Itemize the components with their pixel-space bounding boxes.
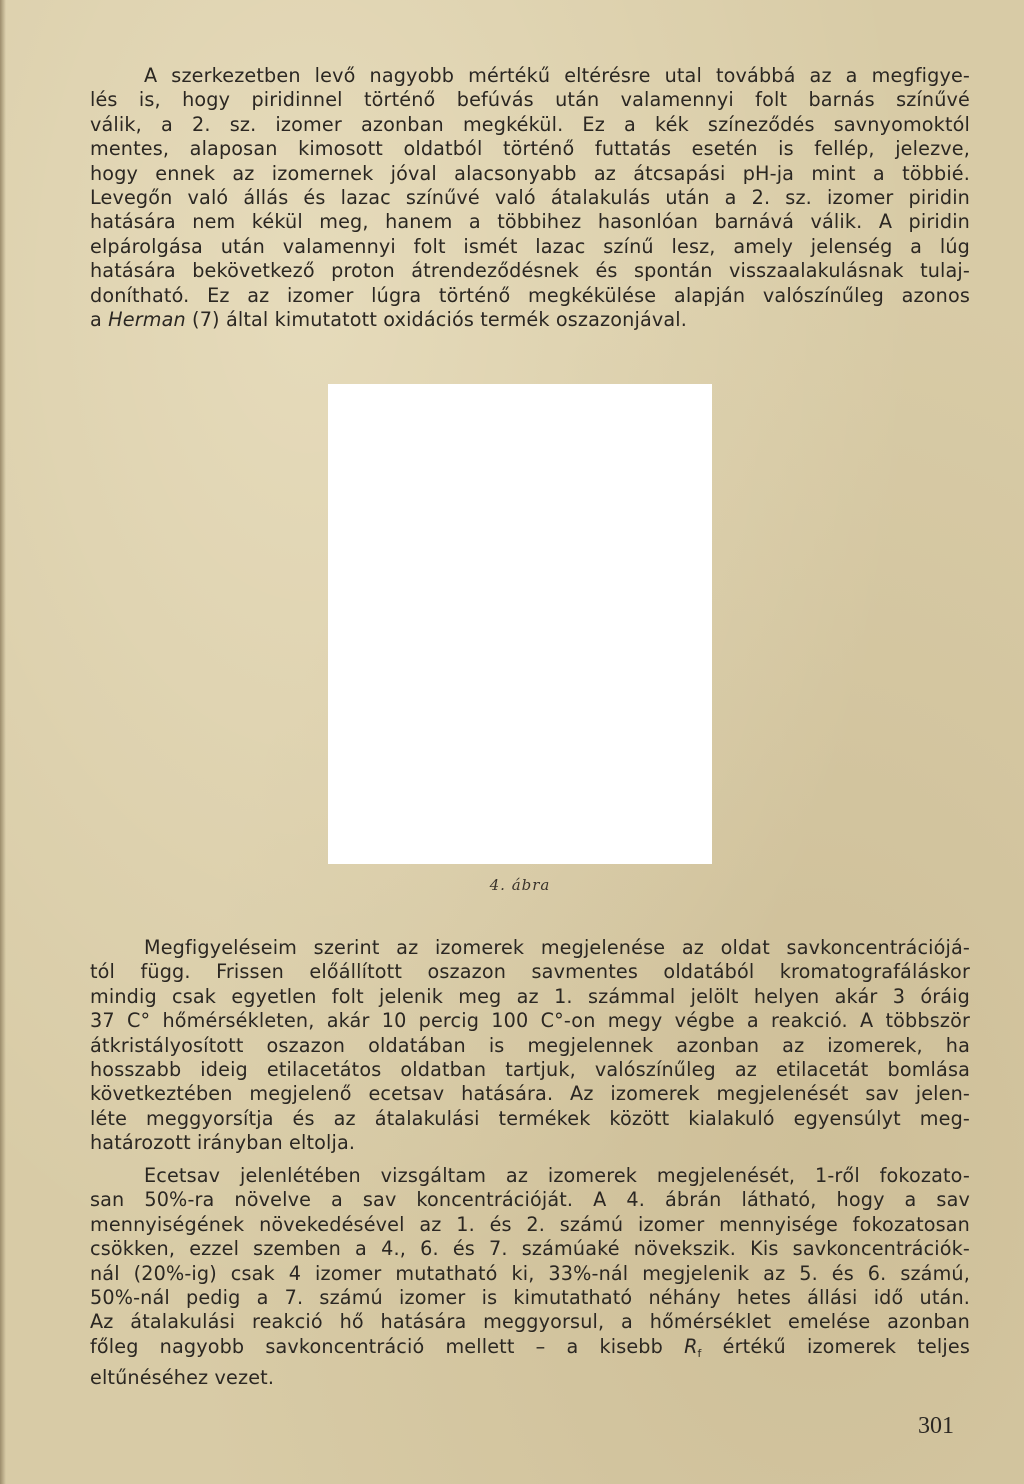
text-line: A szerkezetben levő nagyobb mértékű eltérésre utal továbbá az a megfigye- [144, 64, 970, 87]
text-line: elpárolgása után valamennyi folt ismét lazac színű lesz, amely jelenség a lúg [90, 234, 970, 258]
figure-caption: 4. ábra [489, 876, 551, 894]
text-line: határozott irányban eltolja. [90, 1131, 356, 1155]
text-fragment: értékű izomerek teljes [701, 1334, 970, 1358]
text-line: eltűnéséhez vezet. [90, 1366, 275, 1390]
text-fragment: főleg nagyobb savkoncentráció mellett – a kisebb [90, 1334, 685, 1358]
text-line: következtében megjelenő ecetsav hatására. Az izomerek megjelenését sav jelen- [90, 1082, 970, 1106]
text-line: Az átalakulási reakció hő hatására meggyorsul, a hőmérséklet emelése azonban [90, 1310, 970, 1334]
text-line: mindig csak egyetlen folt jelenik meg az 1. számmal jelölt helyen akár 3 óráig [90, 984, 970, 1008]
text-line: válik, a 2. sz. izomer azonban megkékül. Ez a kék színeződés savnyomoktól [90, 112, 970, 136]
text-line: 50%-nál pedig a 7. számú izomer is kimutatható néhány hetes állási idő után. [90, 1286, 970, 1310]
text-line: csökken, ezzel szemben a 4., 6. és 7. számúaké növekszik. Kis savkoncentrációk- [90, 1237, 970, 1261]
paragraph-acetic-acid [90, 1164, 970, 1391]
text-line [90, 1335, 970, 1366]
text-line: hatására bekövetkező proton átrendeződésnek és spontán visszaalakulásnak tulaj- [90, 259, 970, 283]
text-line [90, 308, 970, 332]
text-line: san 50%-ra növelve a sav koncentrációját. A 4. ábrán látható, hogy a sav [90, 1188, 970, 1212]
text-line: Megfigyeléseim szerint az izomerek megjelenése az oldat savkoncentrációjá- [144, 936, 970, 959]
text-line: Levegőn való állás és lazac színűvé való átalakulás után a 2. sz. izomer piridin [90, 186, 970, 210]
page-number: 301 [918, 1413, 954, 1439]
text-line: mentes, alaposan kimosott oldatból történő futtatás esetén is fellép, jelezve, [90, 137, 970, 161]
author-name: Herman [108, 308, 186, 332]
text-line: tól függ. Frissen előállított oszazon savmentes oldatából kromatografáláskor [90, 960, 970, 984]
text-fragment: a [90, 308, 109, 332]
text-line: lés is, hogy piridinnel történő befúvás után valamennyi folt barnás színűvé [90, 88, 970, 112]
rf-subscript: f [697, 1346, 702, 1360]
paragraph-isomer-structure [90, 64, 970, 332]
text-line: hogy ennek az izomernek jóval alacsonyabb az átcsapási pH-ja mint a többié. [90, 161, 970, 185]
text-line: Ecetsav jelenlétében vizsgáltam az izomerek megjelenését, 1-ről fokozato- [144, 1164, 970, 1187]
text-line: léte meggyorsítja és az átalakulási termékek között kialakuló egyensúlyt meg- [90, 1106, 970, 1130]
figure-image-placeholder [328, 384, 712, 864]
text-fragment: (7) által kimutatott oxidációs termék oszazonjával. [185, 308, 688, 332]
text-line: hatására nem kékül meg, hanem a többihez hasonlóan barnává válik. A piridin [90, 210, 970, 234]
text-line: nál (20%-ig) csak 4 izomer mutatható ki, 33%-nál megjelenik az 5. és 6. számú, [90, 1261, 970, 1285]
text-line: donítható. Ez az izomer lúgra történő megkékülése alapján valószínűleg azonos [90, 283, 970, 307]
text-line: 37 C° hőmérsékleten, akár 10 percig 100 C°-on megy végbe a reakció. A többször [90, 1009, 970, 1033]
paragraph-observations [90, 936, 970, 1156]
text-line: hosszabb ideig etilacetátos oldatban tartjuk, valószínűleg az etilacetát bomlása [90, 1058, 970, 1082]
text-line: mennyiségének növekedésével az 1. és 2. számú izomer mennyisége fokozatosan [90, 1212, 970, 1236]
rf-symbol: R [684, 1334, 698, 1358]
text-line: átkristályosított oszazon oldatában is megjelennek azonban az izomerek, ha [90, 1033, 970, 1057]
